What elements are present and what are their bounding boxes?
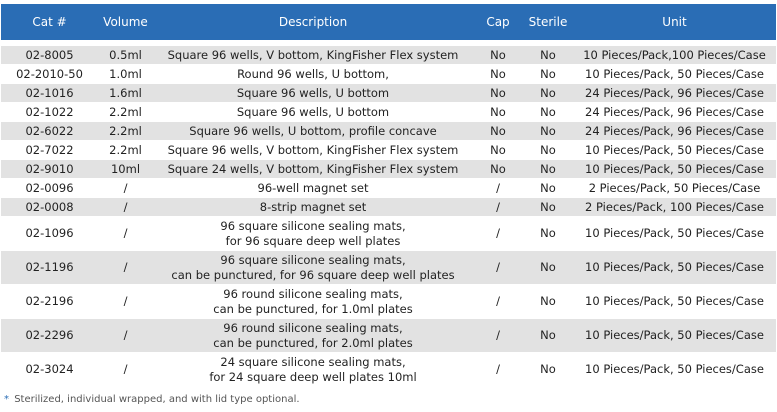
cell-sterile: No <box>523 319 573 353</box>
cell-description <box>153 141 473 160</box>
description-line: can be punctured, for 2.0ml plates <box>213 335 413 350</box>
cell-cat: 02-7022 <box>1 141 98 160</box>
cell-volume: 2.2ml <box>98 141 153 160</box>
cell-cap: No <box>473 103 523 122</box>
cell-cat: 02-3024 <box>1 353 98 387</box>
cell-cap: No <box>473 122 523 141</box>
cell-sterile: No <box>523 65 573 84</box>
cell-description <box>153 65 473 84</box>
cell-cat: 02-2010-50 <box>1 65 98 84</box>
cell-unit: 2 Pieces/Pack, 50 Pieces/Case <box>573 179 776 198</box>
cell-cap: / <box>473 353 523 387</box>
cell-sterile: No <box>523 141 573 160</box>
cell-unit: 10 Pieces/Pack,100 Pieces/Case <box>573 43 776 65</box>
cell-unit: 24 Pieces/Pack, 96 Pieces/Case <box>573 103 776 122</box>
cell-unit: 10 Pieces/Pack, 50 Pieces/Case <box>573 217 776 251</box>
cell-unit: 10 Pieces/Pack, 50 Pieces/Case <box>573 319 776 353</box>
cell-cap: / <box>473 217 523 251</box>
header-unit: Unit <box>573 4 776 43</box>
cell-description <box>153 84 473 103</box>
cell-cap: / <box>473 198 523 217</box>
cell-volume: / <box>98 285 153 319</box>
table-row <box>1 285 776 319</box>
description-line: 24 square silicone sealing mats, <box>220 354 406 369</box>
table-row <box>1 198 776 217</box>
cell-unit: 10 Pieces/Pack, 50 Pieces/Case <box>573 160 776 179</box>
cell-cat: 02-2196 <box>1 285 98 319</box>
cell-cat: 02-1196 <box>1 251 98 285</box>
cell-volume: / <box>98 353 153 387</box>
cell-unit: 10 Pieces/Pack, 50 Pieces/Case <box>573 141 776 160</box>
cell-volume: / <box>98 217 153 251</box>
footnote-marker: * <box>4 394 9 405</box>
header-cap: Cap <box>473 4 523 43</box>
cell-sterile: No <box>523 198 573 217</box>
description-line: Square 96 wells, V bottom, KingFisher Flex system <box>167 142 459 157</box>
table-row <box>1 160 776 179</box>
description-line: Square 96 wells, U bottom, profile concave <box>189 123 437 138</box>
cell-cat: 02-1016 <box>1 84 98 103</box>
footnote-text: Sterilized, individual wrapped, and with lid type optional. <box>14 394 300 405</box>
cell-unit: 10 Pieces/Pack, 50 Pieces/Case <box>573 353 776 387</box>
cell-volume: 2.2ml <box>98 122 153 141</box>
table-body <box>1 43 776 387</box>
description-line: 96 round silicone sealing mats, <box>223 320 403 335</box>
table-row <box>1 122 776 141</box>
header-cat: Cat # <box>1 4 98 43</box>
cell-sterile: No <box>523 353 573 387</box>
description-line: 96 square silicone sealing mats, <box>220 252 406 267</box>
cell-cap: / <box>473 285 523 319</box>
table-row <box>1 103 776 122</box>
cell-cap: / <box>473 179 523 198</box>
description-line: can be punctured, for 1.0ml plates <box>213 301 413 316</box>
cell-volume: 0.5ml <box>98 43 153 65</box>
cell-volume: 10ml <box>98 160 153 179</box>
header-description: Description <box>153 4 473 43</box>
cell-cap: No <box>473 84 523 103</box>
description-line: for 24 square deep well plates 10ml <box>209 369 417 384</box>
cell-description <box>153 319 473 353</box>
cell-unit: 2 Pieces/Pack, 100 Pieces/Case <box>573 198 776 217</box>
cell-sterile: No <box>523 179 573 198</box>
table-row <box>1 43 776 65</box>
cell-cap: No <box>473 141 523 160</box>
table-row <box>1 217 776 251</box>
description-line: Square 96 wells, V bottom, KingFisher Flex system <box>167 47 459 62</box>
cell-cat: 02-0008 <box>1 198 98 217</box>
table-row <box>1 84 776 103</box>
cell-cat: 02-9010 <box>1 160 98 179</box>
cell-description <box>153 198 473 217</box>
cell-cat: 02-8005 <box>1 43 98 65</box>
cell-description <box>153 251 473 285</box>
cell-description <box>153 103 473 122</box>
description-line: for 96 square deep well plates <box>225 233 401 248</box>
cell-unit: 10 Pieces/Pack, 50 Pieces/Case <box>573 65 776 84</box>
cell-volume: / <box>98 179 153 198</box>
cell-unit: 24 Pieces/Pack, 96 Pieces/Case <box>573 84 776 103</box>
header-volume: Volume <box>98 4 153 43</box>
cell-sterile: No <box>523 43 573 65</box>
cell-description <box>153 353 473 387</box>
cell-cap: No <box>473 43 523 65</box>
cell-description <box>153 179 473 198</box>
cell-sterile: No <box>523 251 573 285</box>
cell-sterile: No <box>523 285 573 319</box>
cell-cap: No <box>473 160 523 179</box>
cell-cat: 02-1096 <box>1 217 98 251</box>
table-row <box>1 65 776 84</box>
cell-unit: 10 Pieces/Pack, 50 Pieces/Case <box>573 251 776 285</box>
cell-cap: / <box>473 319 523 353</box>
table-row <box>1 141 776 160</box>
description-line: 96 square silicone sealing mats, <box>220 218 406 233</box>
cell-description <box>153 122 473 141</box>
cell-volume: / <box>98 251 153 285</box>
cell-volume: / <box>98 198 153 217</box>
cell-cat: 02-6022 <box>1 122 98 141</box>
description-line: Square 96 wells, U bottom <box>236 104 390 119</box>
table-row <box>1 353 776 387</box>
cell-cat: 02-0096 <box>1 179 98 198</box>
description-line: 8-strip magnet set <box>259 199 367 214</box>
table-row <box>1 179 776 198</box>
cell-volume: 1.6ml <box>98 84 153 103</box>
description-line: Round 96 wells, U bottom, <box>237 66 389 81</box>
cell-volume: / <box>98 319 153 353</box>
table-row <box>1 251 776 285</box>
description-line: Square 96 wells, U bottom <box>236 85 390 100</box>
cell-volume: 1.0ml <box>98 65 153 84</box>
cell-cap: No <box>473 65 523 84</box>
cell-sterile: No <box>523 160 573 179</box>
cell-unit: 10 Pieces/Pack, 50 Pieces/Case <box>573 285 776 319</box>
footnote <box>4 394 300 405</box>
description-line: 96 round silicone sealing mats, <box>223 286 403 301</box>
product-spec-table <box>1 4 776 387</box>
header-sterile: Sterile <box>523 4 573 43</box>
cell-sterile: No <box>523 122 573 141</box>
description-line: can be punctured, for 96 square deep well plates <box>171 267 455 282</box>
cell-cap: / <box>473 251 523 285</box>
cell-sterile: No <box>523 103 573 122</box>
cell-description <box>153 285 473 319</box>
cell-unit: 24 Pieces/Pack, 96 Pieces/Case <box>573 122 776 141</box>
cell-description <box>153 43 473 65</box>
cell-sterile: No <box>523 84 573 103</box>
cell-sterile: No <box>523 217 573 251</box>
cell-cat: 02-2296 <box>1 319 98 353</box>
cell-description <box>153 160 473 179</box>
table-header-row <box>1 4 776 43</box>
cell-description <box>153 217 473 251</box>
table-row <box>1 319 776 353</box>
description-line: 96-well magnet set <box>257 180 369 195</box>
cell-cat: 02-1022 <box>1 103 98 122</box>
cell-volume: 2.2ml <box>98 103 153 122</box>
description-line: Square 24 wells, V bottom, KingFisher Flex system <box>167 161 459 176</box>
